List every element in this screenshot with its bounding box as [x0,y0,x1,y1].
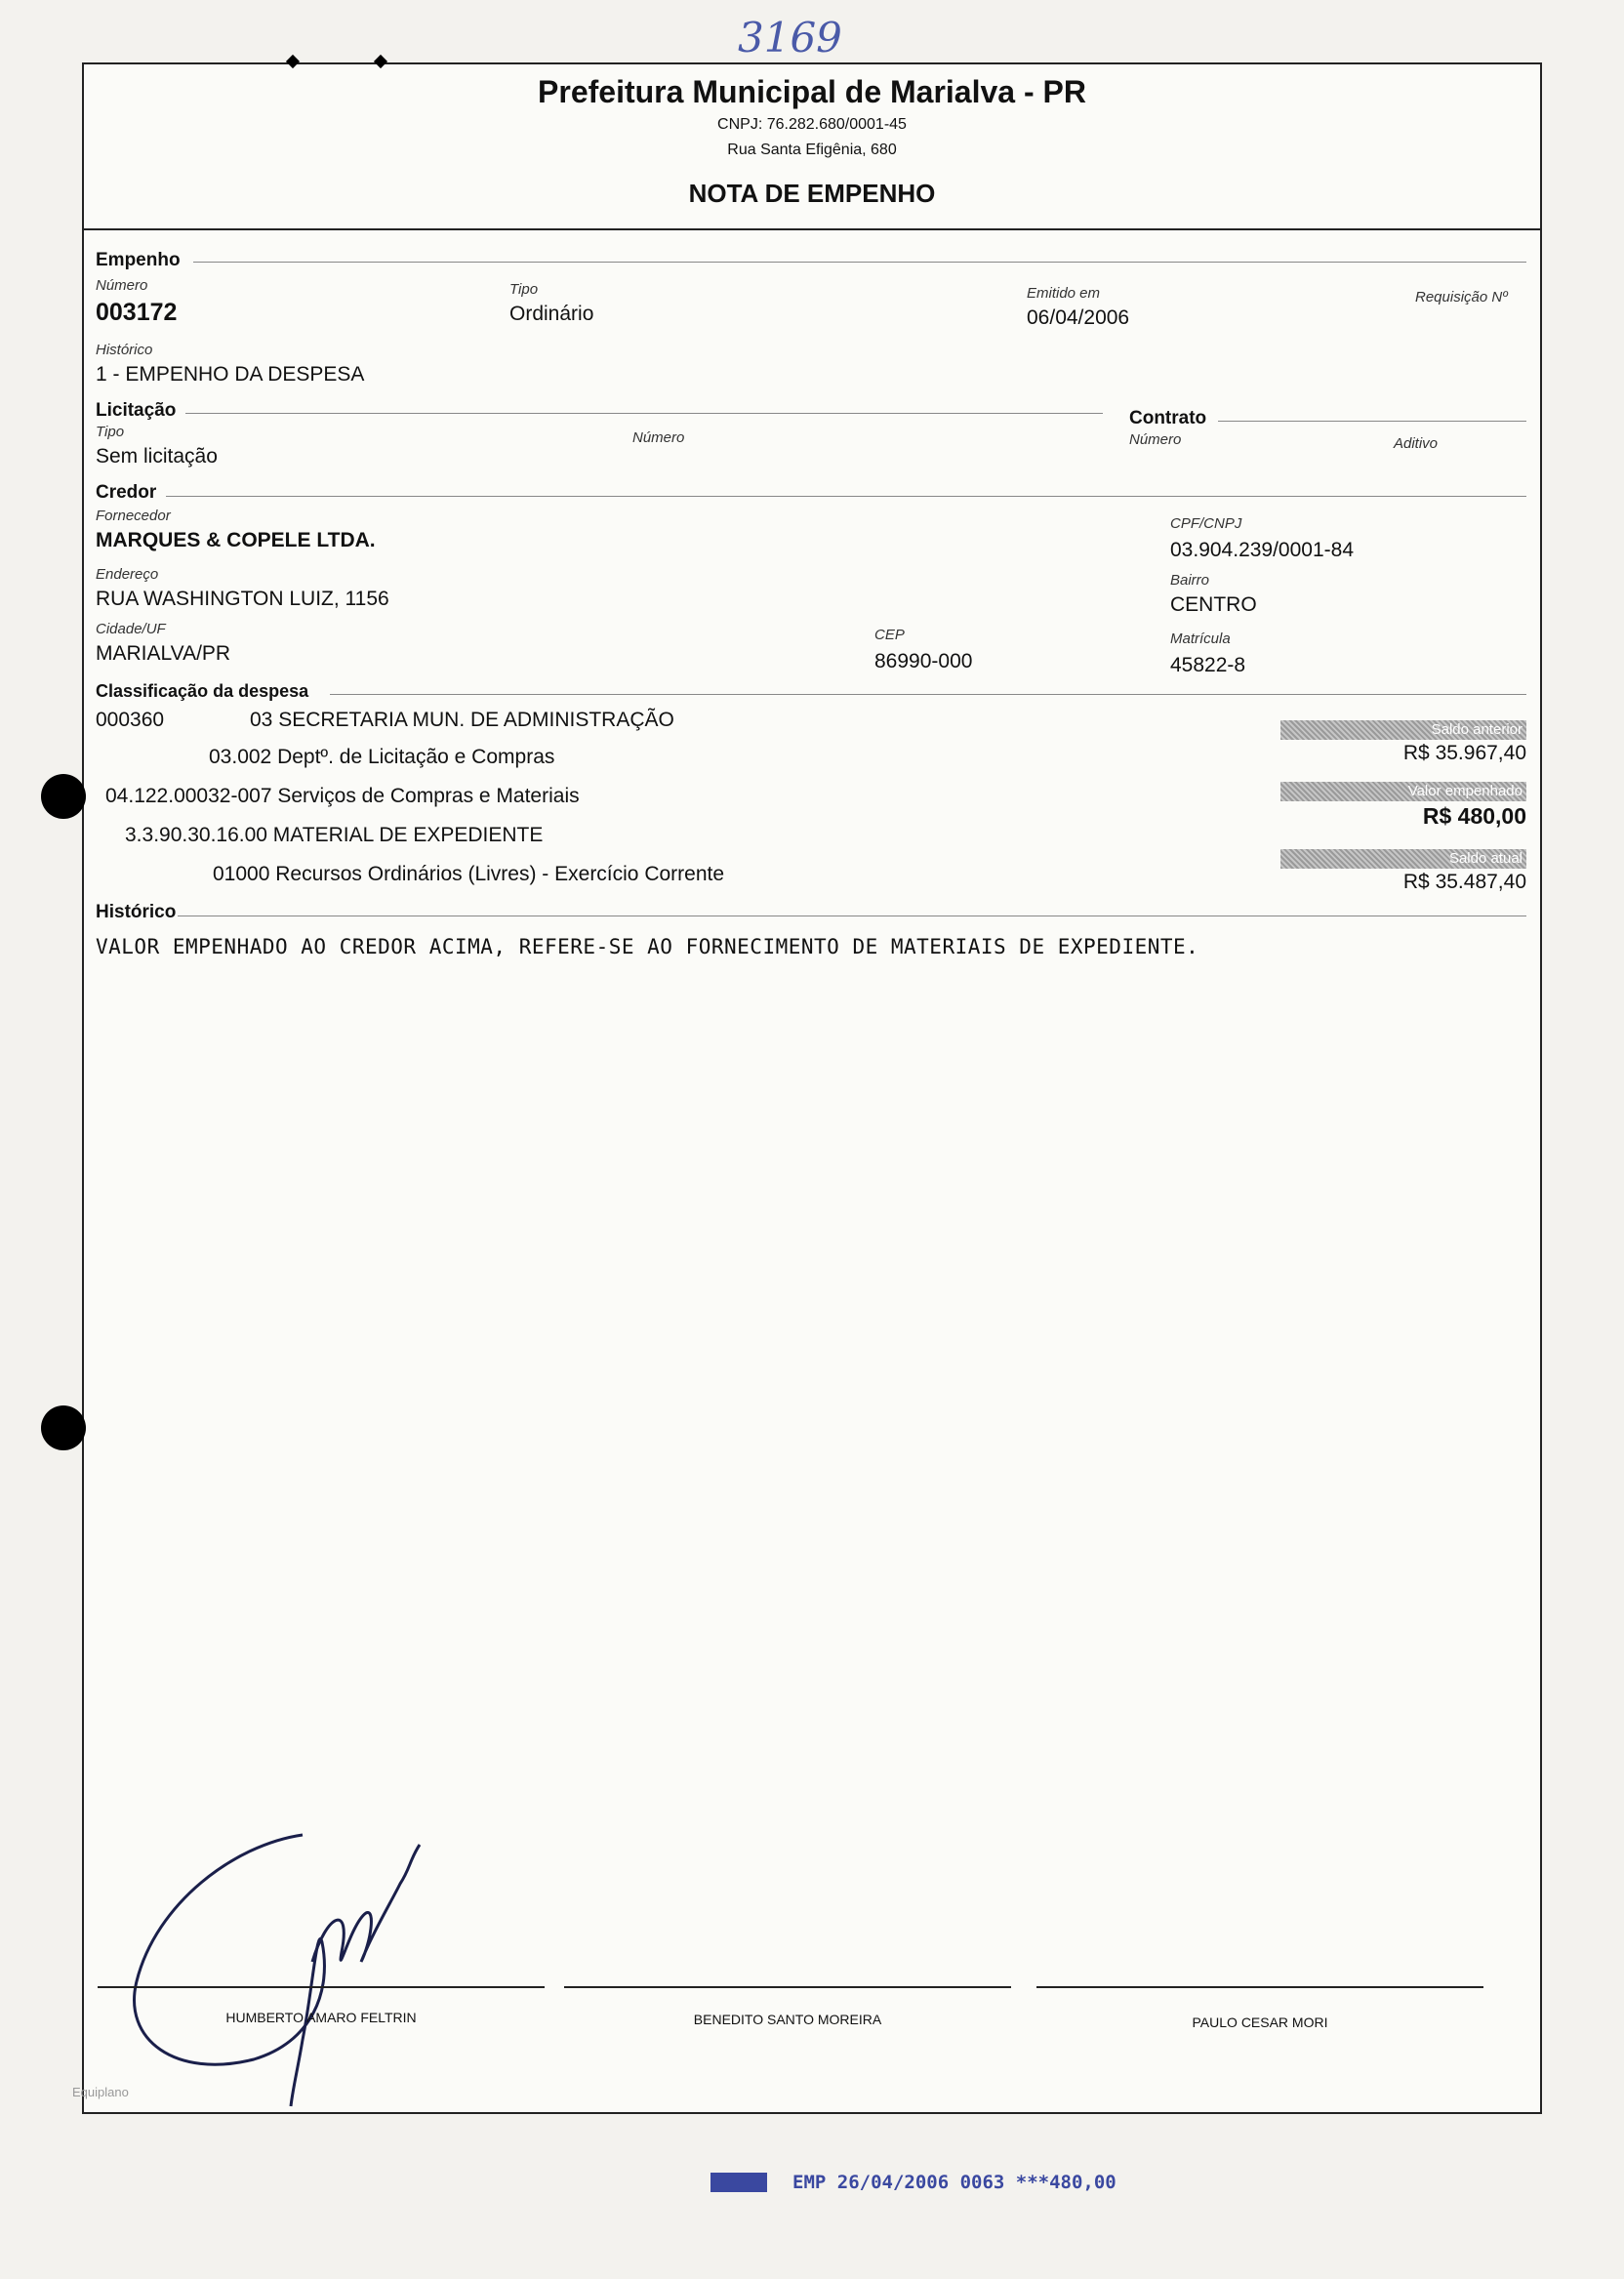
valor-empenhado-value: R$ 480,00 [1422,803,1526,829]
section-historico: Histórico [96,902,177,922]
stamp-logo [710,2173,767,2192]
fornecedor-name: MARQUES & COPELE LTDA. [96,529,376,551]
section-line [1218,421,1526,422]
credor-cnpj: 03.904.239/0001-84 [1170,539,1355,561]
credor-bairro: CENTRO [1170,593,1257,616]
cnpj-label: CPF/CNPJ [1170,515,1242,532]
empenho-numero-label: Número [96,277,148,294]
handwritten-page-number: 3169 [738,14,842,61]
credor-matricula: 45822-8 [1170,654,1246,676]
section-credor: Credor [96,482,157,503]
signatory-1: HUMBERTO AMARO FELTRIN [225,2010,417,2025]
section-classificacao: Classificação da despesa [96,681,309,701]
matricula-label: Matrícula [1170,631,1231,647]
credor-cep: 86990-000 [874,650,973,672]
signature-line [564,1986,1011,1988]
licitacao-tipo: Sem licitação [96,445,218,468]
classificacao-natureza: 3.3.90.30.16.00 MATERIAL DE EXPEDIENTE [125,824,544,846]
header-cnpj: CNPJ: 76.282.680/0001-45 [717,116,907,133]
classificacao-code: 000360 [96,709,165,731]
valor-empenhado-label: Valor empenhado [1280,782,1526,801]
saldo-anterior-value: R$ 35.967,40 [1402,742,1526,764]
section-line [185,413,1103,414]
section-licitacao: Licitação [96,400,177,421]
cep-label: CEP [874,627,905,643]
signatory-3: PAULO CESAR MORI [1192,2014,1328,2030]
punch-hole [41,774,86,819]
saldo-atual-label: Saldo atual [1280,849,1526,869]
emitido-label: Emitido em [1027,285,1101,302]
footer-software: Equiplano [72,2085,129,2099]
section-contrato: Contrato [1129,408,1207,428]
licitacao-numero-label: Número [632,429,685,446]
punch-hole [41,1405,86,1450]
contrato-aditivo-label: Aditivo [1394,435,1439,452]
licitacao-tipo-label: Tipo [96,424,125,440]
signature-scribble [117,1815,468,2108]
header-address: Rua Santa Efigênia, 680 [727,142,897,158]
section-line [330,694,1526,695]
doc-title: NOTA DE EMPENHO [688,179,936,208]
contrato-numero-label: Número [1129,431,1182,448]
empenho-tipo: Ordinário [509,303,594,325]
page-title: Prefeitura Municipal de Marialva - PR [538,74,1086,109]
section-line [193,262,1526,263]
bairro-label: Bairro [1170,572,1210,589]
classificacao-funcional: 04.122.00032-007 Serviços de Compras e Materiais [105,785,580,807]
empenho-historico-label: Histórico [96,342,153,358]
requisicao-label: Requisição Nº [1415,289,1508,305]
empenho-tipo-label: Tipo [509,281,539,298]
classificacao-unidade: 03.002 Deptº. de Licitação e Compras [209,746,555,768]
saldo-atual-value: R$ 35.487,40 [1402,871,1526,893]
signatory-2: BENEDITO SANTO MOREIRA [693,2012,882,2027]
section-line [166,496,1526,497]
credor-cidade: MARIALVA/PR [96,642,231,665]
authentication-stamp: EMP 26/04/2006 0063 ***480,00 [792,2172,1116,2193]
empenho-numero: 003172 [96,299,178,326]
classificacao-orgao: 03 SECRETARIA MUN. DE ADMINISTRAÇÃO [250,709,674,731]
section-empenho: Empenho [96,250,181,270]
empenho-historico: 1 - EMPENHO DA DESPESA [96,363,365,386]
fornecedor-label: Fornecedor [96,508,171,524]
signature-line [1036,1986,1483,1988]
signature-line [98,1986,545,1988]
historico-text: VALOR EMPENHADO AO CREDOR ACIMA, REFERE-SE AO FORNECIMENTO DE MATERIAIS DE EXPEDIENTE. [96,935,1199,958]
cidade-label: Cidade/UF [96,621,166,637]
emitido-date: 06/04/2006 [1027,306,1130,329]
header-divider [82,228,1540,230]
saldo-anterior-label: Saldo anterior [1280,720,1526,740]
credor-endereco: RUA WASHINGTON LUIZ, 1156 [96,588,389,610]
endereco-label: Endereço [96,566,159,583]
classificacao-recurso: 01000 Recursos Ordinários (Livres) - Exercício Corrente [213,863,725,885]
